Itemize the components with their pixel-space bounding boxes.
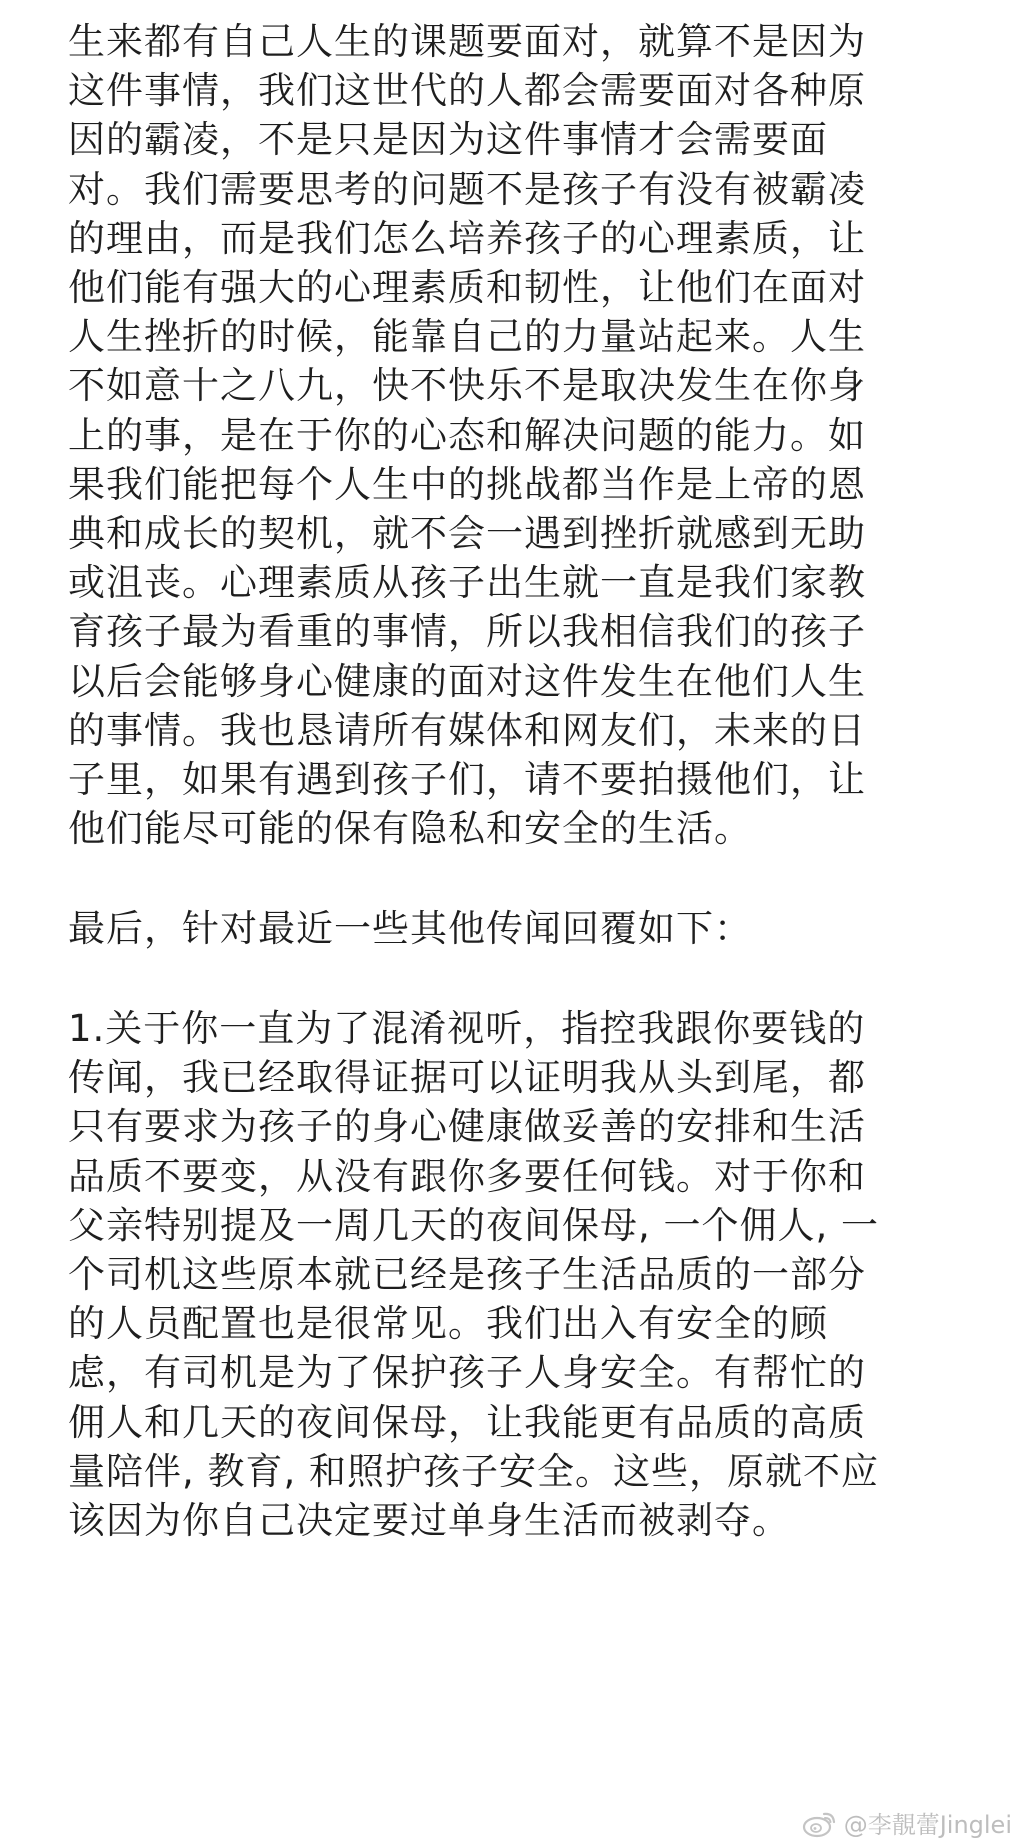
text-line: 这件事情，我们这世代的人都会需要面对各种原 xyxy=(68,69,866,113)
text-line: 不如意十之八九，快不快乐不是取决发生在你身 xyxy=(68,364,866,408)
text-line: 的事情。我也恳请所有媒体和网友们，未来的日 xyxy=(68,708,866,752)
text-line: 对。我们需要思考的问题不是孩子有没有被霸凌 xyxy=(68,167,866,211)
text-line: 育孩子最为看重的事情，所以我相信我们的孩子 xyxy=(68,610,866,654)
text-line: 典和成长的契机，就不会一遇到挫折就感到无助 xyxy=(68,512,866,555)
text-line: 该因为你自己决定要过单身生活而被剥夺。 xyxy=(68,1499,790,1542)
text-line: 果我们能把每个人生中的挑战都当作是上帝的恩 xyxy=(68,462,866,506)
text-line: 只有要求为孩子的身心健康做妥善的安排和生活 xyxy=(68,1105,866,1149)
text-line: 父亲特别提及一周几天的夜间保母, 一个佣人, 一 xyxy=(68,1203,880,1247)
text-line: 因的霸凌，不是只是因为这件事情才会需要面 xyxy=(68,118,828,162)
text-line: 他们能有强大的心理素质和韧性，让他们在面对 xyxy=(68,266,866,309)
text-line: 品质不要变，从没有跟你多要任何钱。对于你和 xyxy=(68,1154,866,1198)
weibo-logo-icon xyxy=(802,1808,838,1838)
text-line: 量陪伴, 教育, 和照护孩子安全。这些，原就不应 xyxy=(68,1449,880,1493)
text-line: 他们能尽可能的保有隐私和安全的生活。 xyxy=(68,807,752,851)
text-line: 佣人和几天的夜间保母，让我能更有品质的高质 xyxy=(68,1400,866,1444)
text-line: 的人员配置也是很常见。我们出入有安全的顾 xyxy=(68,1302,828,1346)
watermark xyxy=(802,1805,1012,1840)
watermark-text: @李靚蕾Jinglei xyxy=(843,1811,1012,1839)
text-line: 个司机这些原本就已经是孩子生活品质的一部分 xyxy=(68,1253,866,1296)
text-line: 子里，如果有遇到孩子们，请不要拍摄他们，让 xyxy=(68,758,866,801)
text-line: 虑，有司机是为了保护孩子人身安全。有帮忙的 xyxy=(68,1351,866,1395)
text-line: 上的事，是在于你的心态和解决问题的能力。如 xyxy=(68,413,866,457)
text-line: 人生挫折的时候，能靠自己的力量站起来。人生 xyxy=(68,315,866,359)
text-line: 1.关于你一直为了混淆视听，指控我跟你要钱的 xyxy=(68,1007,866,1050)
text-line: 的理由，而是我们怎么培养孩子的心理素质，让 xyxy=(68,216,866,260)
text-line: 最后，针对最近一些其他传闻回覆如下： xyxy=(68,907,752,950)
text-line: 传闻，我已经取得证据可以证明我从头到尾，都 xyxy=(68,1056,866,1100)
text-line: 以后会能够身心健康的面对这件发生在他们人生 xyxy=(68,659,866,703)
text-line: 或沮丧。心理素质从孩子出生就一直是我们家教 xyxy=(68,561,866,605)
text-line: 生来都有自己人生的课题要面对，就算不是因为 xyxy=(68,20,866,63)
